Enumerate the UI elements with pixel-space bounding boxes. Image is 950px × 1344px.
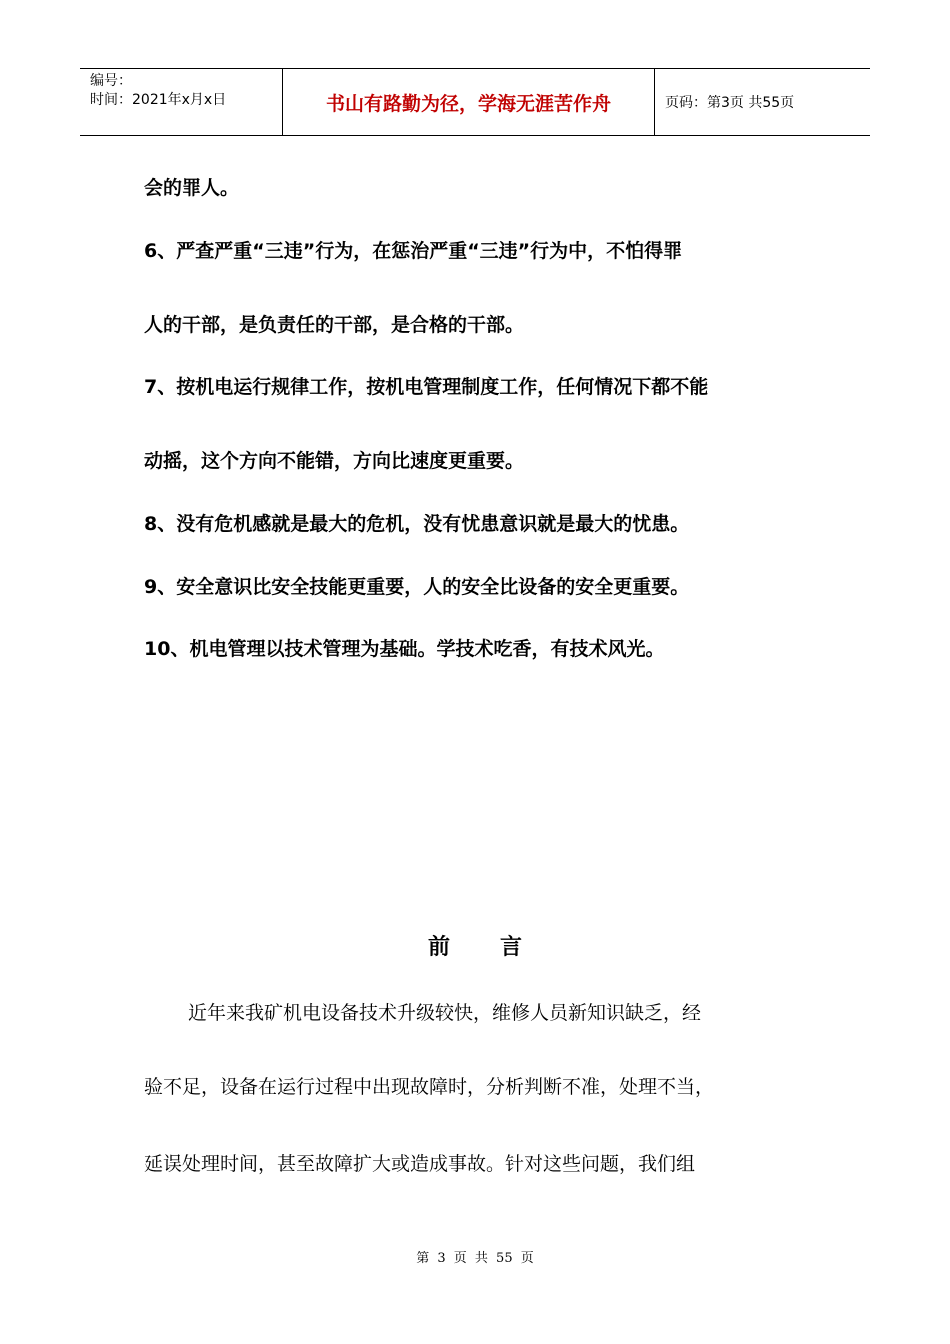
preface-line: 延误处理时间，甚至故障扩大或造成事故。针对这些问题，我们组 — [144, 1153, 696, 1175]
page-header — [80, 68, 870, 136]
document-number-label: 编号： — [90, 73, 132, 89]
preface-title-char: 言 — [500, 935, 523, 960]
document-date: 时间：2021年x月x日 — [90, 92, 227, 108]
body-line: 7、按机电运行规律工作，按机电管理制度工作，任何情况下都不能 — [144, 376, 709, 398]
page-footer: 第 3 页 共 55 页 — [416, 1251, 534, 1266]
preface-line: 近年来我矿机电设备技术升级较快，维修人员新知识缺乏，经 — [188, 1002, 702, 1024]
preface-title — [0, 930, 950, 961]
header-motto: 书山有路勤为径，学海无涯苦作舟 — [282, 69, 655, 135]
body-line: 动摇，这个方向不能错，方向比速度更重要。 — [144, 450, 525, 472]
body-line: 6、严查严重“三违”行为，在惩治严重“三违”行为中，不怕得罪 — [144, 240, 683, 262]
body-line: 8、没有危机感就是最大的危机，没有忧患意识就是最大的忧患。 — [144, 513, 690, 535]
preface-line: 验不足，设备在运行过程中出现故障时，分析判断不准，处理不当， — [144, 1076, 715, 1098]
header-meta — [80, 69, 282, 135]
body-line: 会的罪人。 — [144, 177, 240, 199]
header-page-info: 页码：第3页 共55页 — [665, 95, 795, 111]
body-line: 10、机电管理以技术管理为基础。学技术吃香，有技术风光。 — [144, 638, 665, 660]
body-line: 9、安全意识比安全技能更重要，人的安全比设备的安全更重要。 — [144, 576, 690, 598]
body-line: 人的干部，是负责任的干部，是合格的干部。 — [144, 314, 525, 336]
preface-title-char: 前 — [427, 935, 450, 960]
